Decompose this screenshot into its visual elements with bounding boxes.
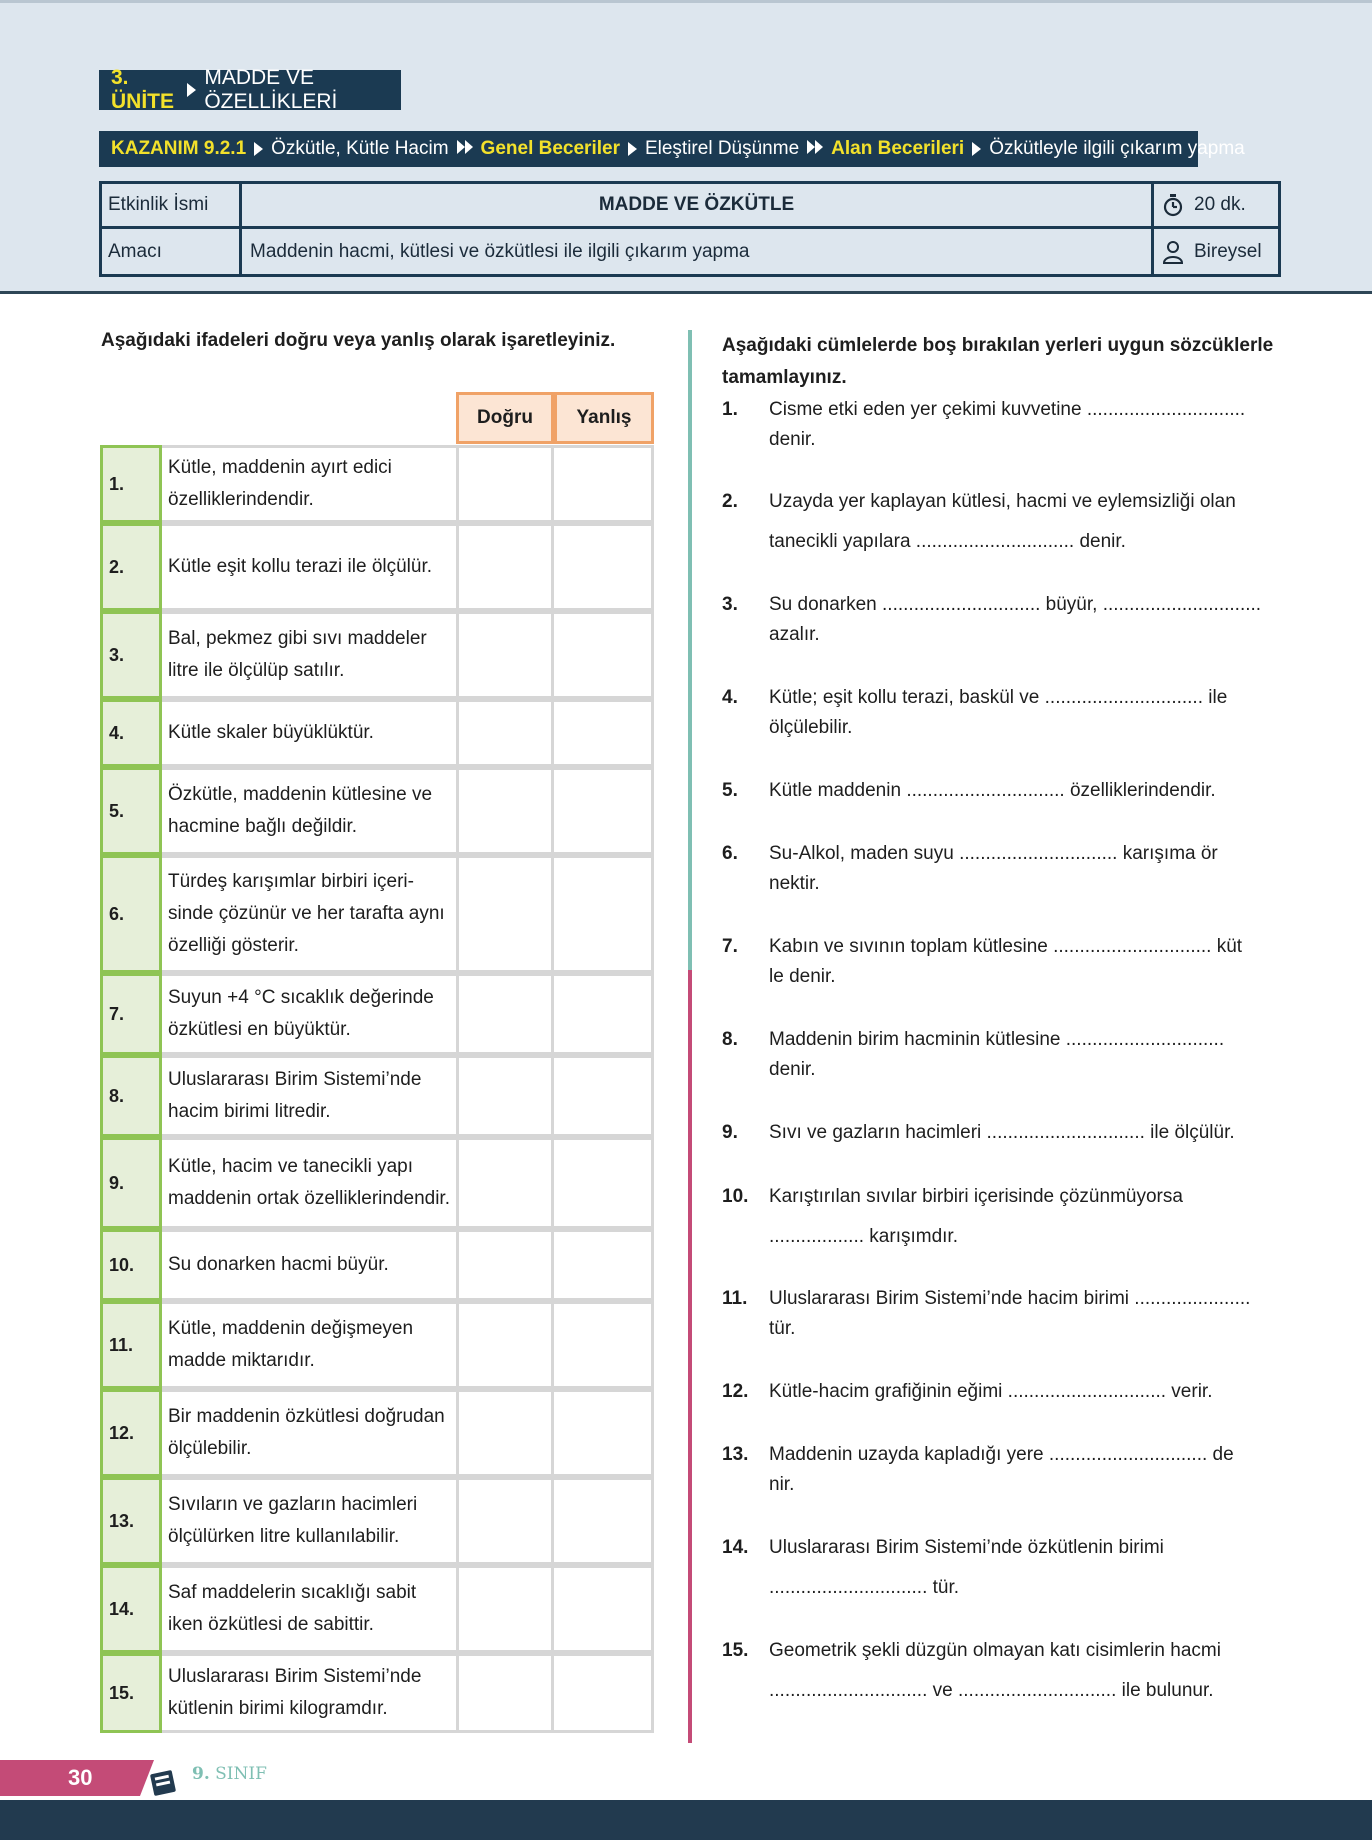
fill-line-2: denir. <box>769 1059 816 1080</box>
header-true: Doğru <box>456 392 554 444</box>
truefalse-instruction: Aşağıdaki ifadeleri doğru veya yanlış olarak işaretleyiniz. <box>101 330 616 351</box>
fill-item <box>722 1288 1282 1340</box>
fill-line-2: .................. karışımdır. <box>769 1226 958 1247</box>
fill-item <box>722 936 1282 988</box>
true-checkbox[interactable] <box>456 1477 554 1565</box>
true-checkbox[interactable] <box>456 1565 554 1653</box>
kazanim-bar <box>99 131 1245 167</box>
book-icon <box>146 1764 182 1800</box>
header-false: Yanlış <box>554 392 654 444</box>
false-checkbox[interactable] <box>554 767 654 855</box>
row-statement: Bir maddenin özkütlesi doğrudan ölçülebilir. <box>162 1389 456 1477</box>
row-number: 3. <box>100 611 162 699</box>
page-number: 30 <box>0 1760 140 1796</box>
true-checkbox[interactable] <box>456 1055 554 1137</box>
truefalse-row <box>100 1565 656 1653</box>
fill-item <box>722 687 1282 739</box>
row-statement: Su donarken hacmi büyür. <box>162 1229 456 1301</box>
truefalse-row <box>100 767 656 855</box>
row-statement: Kütle, hacim ve tanecikli yapı maddenin ortak özelliklerindendir. <box>162 1137 456 1229</box>
truefalse-row <box>100 445 656 523</box>
fill-line-1: Geometrik şekli düzgün olmayan katı cisimlerin hacmi <box>769 1640 1221 1661</box>
fill-number: 5. <box>722 780 738 801</box>
activity-mode-value: Bireysel <box>1194 240 1262 262</box>
grade-label <box>192 1764 267 1784</box>
fill-line-1: Su donarken .............................. büyür, .............................. <box>769 594 1262 615</box>
false-checkbox[interactable] <box>554 445 654 523</box>
row-statement: Bal, pekmez gibi sıvı maddeler litre ile ölçülüp satılır. <box>162 611 456 699</box>
row-statement: Kütle eşit kollu terazi ile ölçülür. <box>162 523 456 611</box>
false-checkbox[interactable] <box>554 1055 654 1137</box>
unit-label: 3. ÜNİTE <box>111 66 174 113</box>
unit-bar <box>99 66 401 113</box>
fill-line-1: Kabın ve sıvının toplam kütlesine .............................. küt <box>769 936 1243 957</box>
grade-number: 9. <box>192 1764 210 1784</box>
false-checkbox[interactable] <box>554 1653 654 1733</box>
fill-line-2: azalır. <box>769 624 820 645</box>
fill-item <box>722 1029 1282 1081</box>
fill-number: 14. <box>722 1537 749 1558</box>
activity-purpose-value: Maddenin hacmi, kütlesi ve özkütlesi ile ilgili çıkarım yapma <box>242 229 1154 274</box>
fill-item <box>722 1537 1282 1599</box>
fill-item <box>722 399 1282 451</box>
fill-line-1: Kütle maddenin .............................. özelliklerindendir. <box>769 780 1216 801</box>
triangle-right-icon <box>254 142 263 156</box>
activity-name-value: MADDE VE ÖZKÜTLE <box>242 184 1154 229</box>
truefalse-row <box>100 699 656 767</box>
fill-line-2: .............................. ve .............................. ile bulunur. <box>769 1680 1214 1701</box>
row-statement: Türdeş karışımlar birbiri içerisinde çözünür ve her tarafta aynı özelliği gösterir. <box>162 855 456 973</box>
column-divider-magenta <box>688 970 692 1743</box>
row-number: 14. <box>100 1565 162 1653</box>
false-checkbox[interactable] <box>554 1565 654 1653</box>
row-statement: Özkütle, maddenin kütlesine ve hacmine bağlı değildir. <box>162 767 456 855</box>
true-checkbox[interactable] <box>456 855 554 973</box>
fill-number: 4. <box>722 687 738 708</box>
fill-line-1: Uluslararası Birim Sistemi’nde özkütlenin birimi <box>769 1537 1164 1558</box>
fill-line-1: Uluslararası Birim Sistemi’nde hacim birimi ...................... <box>769 1288 1251 1309</box>
true-checkbox[interactable] <box>456 1301 554 1389</box>
row-number: 10. <box>100 1229 162 1301</box>
fill-number: 9. <box>722 1122 738 1143</box>
true-checkbox[interactable] <box>456 699 554 767</box>
row-number: 8. <box>100 1055 162 1137</box>
activity-time <box>1154 184 1278 229</box>
false-checkbox[interactable] <box>554 699 654 767</box>
fill-number: 1. <box>722 399 738 420</box>
fill-line-1: Kütle-hacim grafiğinin eğimi .............................. verir. <box>769 1381 1213 1402</box>
true-checkbox[interactable] <box>456 1229 554 1301</box>
row-number: 4. <box>100 699 162 767</box>
row-statement: Uluslararası Birim Sistemi’nde kütlenin birimi kilogramdır. <box>162 1653 456 1733</box>
false-checkbox[interactable] <box>554 1229 654 1301</box>
truefalse-row <box>100 1653 656 1733</box>
field-skills-label: Alan Becerileri <box>831 138 965 159</box>
row-number: 2. <box>100 523 162 611</box>
fill-item <box>722 1381 1282 1403</box>
fill-line-2: .............................. tür. <box>769 1577 960 1598</box>
truefalse-row <box>100 1055 656 1137</box>
row-number: 9. <box>100 1137 162 1229</box>
row-statement: Uluslararası Birim Sistemi’nde hacim birimi litredir. <box>162 1055 456 1137</box>
triangle-right-icon <box>187 83 196 97</box>
fill-number: 12. <box>722 1381 749 1402</box>
fill-line-2: denir. <box>769 429 816 450</box>
double-triangle-icon <box>807 138 823 160</box>
true-checkbox[interactable] <box>456 523 554 611</box>
true-checkbox[interactable] <box>456 445 554 523</box>
row-statement: Kütle, maddenin ayırt edici özelliklerindendir. <box>162 445 456 523</box>
fill-line-2: tür. <box>769 1318 796 1339</box>
truefalse-row <box>100 611 656 699</box>
fill-item <box>722 1186 1282 1248</box>
field-skills-text: Özkütleyle ilgili çıkarım yapma <box>989 138 1245 159</box>
fill-line-1: Sıvı ve gazların hacimleri .............................. ile ölçülür. <box>769 1122 1235 1143</box>
fill-line-2: le denir. <box>769 966 836 987</box>
fill-line-1: Kütle; eşit kollu terazi, baskül ve .............................. ile <box>769 687 1228 708</box>
truefalse-row <box>100 1301 656 1389</box>
fill-line-1: Maddenin birim hacminin kütlesine .............................. <box>769 1029 1225 1050</box>
truefalse-row <box>100 523 656 611</box>
grade-text: SINIF <box>215 1764 267 1784</box>
fill-line-2: nir. <box>769 1474 795 1495</box>
fill-number: 2. <box>722 491 738 512</box>
row-number: 11. <box>100 1301 162 1389</box>
fill-line-1: Uzayda yer kaplayan kütlesi, hacmi ve eylemsizliği olan <box>769 491 1236 512</box>
true-checkbox[interactable] <box>456 767 554 855</box>
true-checkbox[interactable] <box>456 1137 554 1229</box>
unit-title: MADDE VE ÖZELLİKLERİ <box>204 66 338 113</box>
fill-line-1: Su-Alkol, maden suyu .............................. karışıma ör <box>769 843 1218 864</box>
activity-name-label: Etkinlik İsmi <box>102 184 242 229</box>
row-statement: Kütle skaler büyüklüktür. <box>162 699 456 767</box>
true-checkbox[interactable] <box>456 973 554 1055</box>
activity-mode <box>1154 229 1278 274</box>
false-checkbox[interactable] <box>554 611 654 699</box>
fill-line-2: tanecikli yapılara .............................. denir. <box>769 531 1126 552</box>
row-statement: Kütle, maddenin değişmeyen madde miktarıdır. <box>162 1301 456 1389</box>
false-checkbox[interactable] <box>554 1477 654 1565</box>
truefalse-row <box>100 1137 656 1229</box>
column-divider-teal <box>688 330 692 970</box>
truefalse-row <box>100 855 656 973</box>
fill-number: 10. <box>722 1186 749 1207</box>
false-checkbox[interactable] <box>554 1137 654 1229</box>
general-skills-text: Eleştirel Düşünme <box>644 138 800 159</box>
activity-time-value: 20 dk. <box>1194 194 1246 215</box>
row-number: 7. <box>100 973 162 1055</box>
false-checkbox[interactable] <box>554 973 654 1055</box>
kazanim-label: KAZANIM 9.2.1 <box>111 138 247 159</box>
general-skills-label: Genel Beceriler <box>480 138 620 159</box>
truefalse-row <box>100 1389 656 1477</box>
fill-number: 6. <box>722 843 738 864</box>
fill-item <box>722 594 1282 646</box>
fill-number: 8. <box>722 1029 738 1050</box>
person-icon <box>1162 240 1184 264</box>
true-checkbox[interactable] <box>456 1389 554 1477</box>
false-checkbox[interactable] <box>554 855 654 973</box>
fill-item <box>722 1444 1282 1496</box>
fill-line-2: nektir. <box>769 873 820 894</box>
fill-line-1: Karıştırılan sıvılar birbiri içerisinde çözünmüyorsa <box>769 1186 1183 1207</box>
row-number: 15. <box>100 1653 162 1733</box>
row-number: 13. <box>100 1477 162 1565</box>
fill-line-1: Maddenin uzayda kapladığı yere .............................. de <box>769 1444 1234 1465</box>
kazanim-text: Özkütle, Kütle Hacim <box>271 138 449 159</box>
false-checkbox[interactable] <box>554 1301 654 1389</box>
true-checkbox[interactable] <box>456 611 554 699</box>
triangle-right-icon <box>972 142 981 156</box>
fill-item <box>722 1640 1282 1702</box>
row-statement: Saf maddelerin sıcaklığı sabit iken özkütlesi de sabittir. <box>162 1565 456 1653</box>
row-statement: Suyun +4 °C sıcaklık değerinde özkütlesi en büyüktür. <box>162 973 456 1055</box>
stopwatch-icon <box>1162 193 1184 217</box>
fill-number: 11. <box>722 1288 748 1309</box>
fill-item <box>722 1122 1282 1144</box>
row-statement: Sıvıların ve gazların hacimleri ölçülürken litre kullanılabilir. <box>162 1477 456 1565</box>
row-number: 12. <box>100 1389 162 1477</box>
false-checkbox[interactable] <box>554 523 654 611</box>
fill-number: 13. <box>722 1444 749 1465</box>
fill-line-1: Cisme etki eden yer çekimi kuvvetine .............................. <box>769 399 1246 420</box>
fill-item <box>722 843 1282 895</box>
truefalse-row <box>100 1229 656 1301</box>
footer-bar <box>0 1800 1372 1840</box>
fill-number: 15. <box>722 1640 749 1661</box>
activity-purpose-label: Amacı <box>102 229 242 274</box>
activity-info-table <box>99 181 1281 277</box>
fill-number: 3. <box>722 594 738 615</box>
true-checkbox[interactable] <box>456 1653 554 1733</box>
false-checkbox[interactable] <box>554 1389 654 1477</box>
fill-instruction: Aşağıdaki cümlelerde boş bırakılan yerleri uygun sözcüklerle tamamlayınız. <box>722 335 1274 388</box>
row-number: 5. <box>100 767 162 855</box>
fill-item <box>722 780 1282 802</box>
double-triangle-icon <box>457 138 473 160</box>
truefalse-row <box>100 1477 656 1565</box>
row-number: 1. <box>100 445 162 523</box>
truefalse-row <box>100 973 656 1055</box>
fill-number: 7. <box>722 936 738 957</box>
fill-item <box>722 491 1282 553</box>
row-number: 6. <box>100 855 162 973</box>
triangle-right-icon <box>628 142 637 156</box>
fill-line-2: ölçülebilir. <box>769 717 853 738</box>
